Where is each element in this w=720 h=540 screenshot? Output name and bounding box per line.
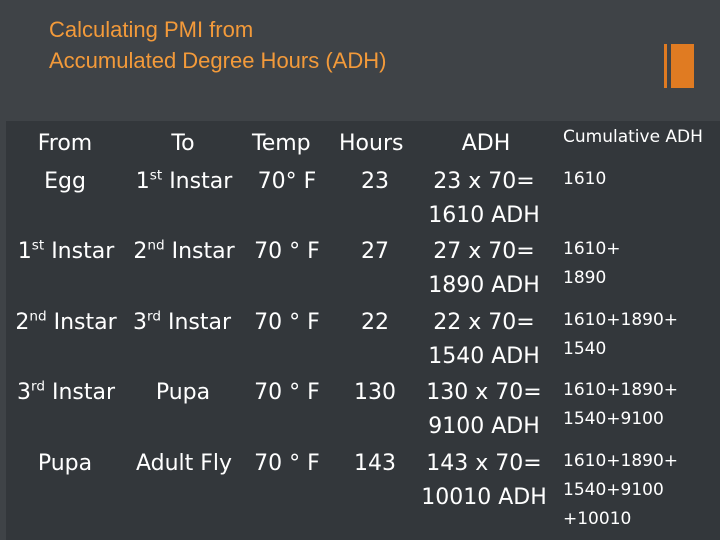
row1-cumulative: 1610	[563, 169, 607, 189]
row2-hours: 27	[361, 239, 389, 264]
row4-from: 3rd Instar	[16, 378, 116, 405]
row4-temp: 70 ° F	[254, 380, 320, 405]
row1-hours: 23	[361, 169, 389, 194]
row4-cumulative: 1610+1890+ 1540+9100	[563, 380, 679, 429]
accent-bar-thick	[671, 44, 694, 88]
row5-adh: 143 x 70= 10010 ADH	[421, 451, 547, 510]
row3-temp: 70 ° F	[254, 310, 320, 335]
row2-from: 1st Instar	[17, 237, 115, 264]
slide-title-line1: Calculating PMI from	[49, 17, 254, 42]
row2-cumulative: 1610+ 1890	[563, 239, 621, 288]
accent-bar-thin	[664, 44, 667, 88]
row1-temp: 70° F	[257, 169, 317, 194]
row3-from: 2nd Instar	[15, 308, 117, 335]
row3-adh: 22 x 70= 1540 ADH	[428, 310, 540, 369]
slide-title-line2: Accumulated Degree Hours (ADH)	[49, 48, 387, 73]
row5-hours: 143	[354, 451, 396, 476]
slide-title	[49, 14, 386, 76]
row4-adh: 130 x 70= 9100 ADH	[426, 380, 542, 439]
header-cumulative-adh: Cumulative ADH	[563, 127, 703, 147]
row4-to: Pupa	[155, 380, 211, 405]
row2-to: 2nd Instar	[133, 237, 235, 264]
row1-to: 1st Instar	[135, 167, 233, 194]
row5-to: Adult Fly	[135, 451, 233, 476]
row2-temp: 70 ° F	[254, 239, 320, 264]
row5-cumulative: 1610+1890+ 1540+9100 +10010	[563, 451, 679, 529]
row2-adh: 27 x 70= 1890 ADH	[428, 239, 540, 298]
header-to: To	[171, 131, 195, 156]
header-hours: Hours	[339, 131, 404, 156]
row5-from: Pupa	[37, 451, 93, 476]
row1-adh: 23 x 70= 1610 ADH	[428, 169, 540, 228]
row3-to: 3rd Instar	[132, 308, 232, 335]
header-temp: Temp	[252, 131, 311, 156]
header-from: From	[37, 131, 93, 156]
row1-from: Egg	[44, 169, 86, 194]
row3-hours: 22	[361, 310, 389, 335]
row4-hours: 130	[354, 380, 396, 405]
row5-temp: 70 ° F	[254, 451, 320, 476]
header-adh: ADH	[461, 131, 511, 156]
row3-cumulative: 1610+1890+ 1540	[563, 310, 679, 359]
